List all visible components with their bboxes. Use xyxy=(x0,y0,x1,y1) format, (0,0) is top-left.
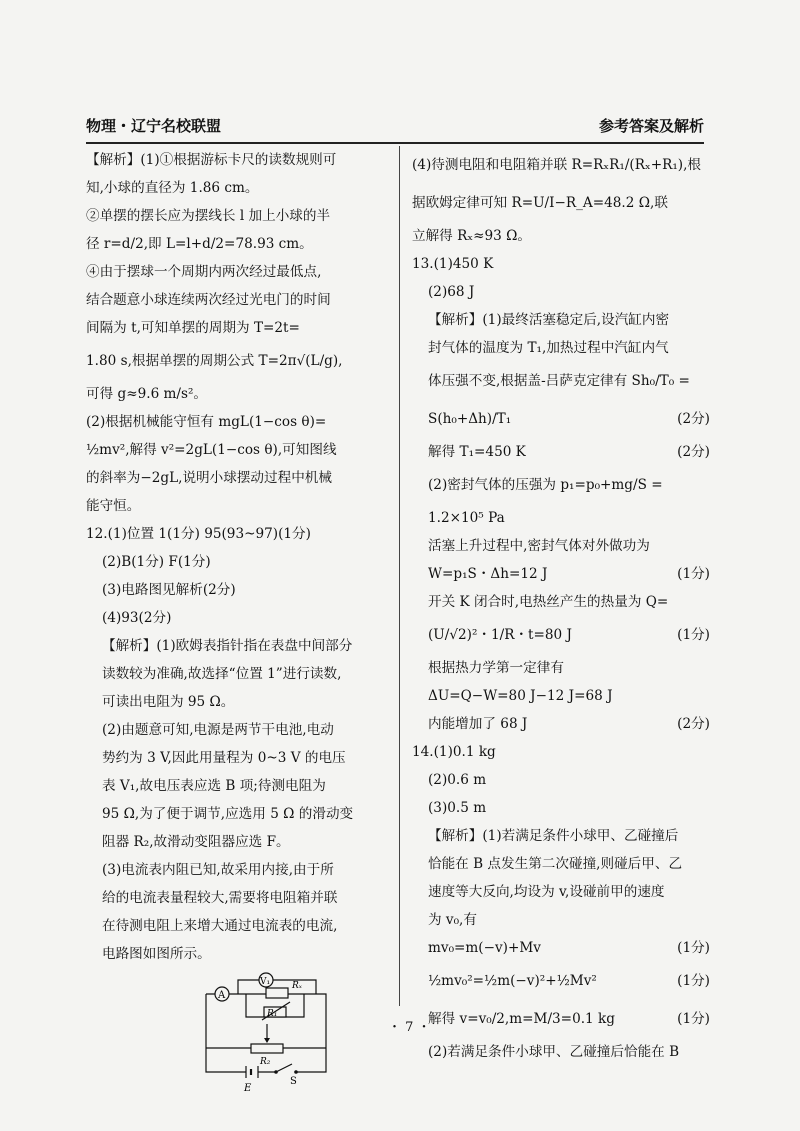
column-divider xyxy=(399,146,400,1006)
text-line: 封气体的温度为 T₁,加热过程中汽缸内气 xyxy=(428,340,669,356)
text-line: 【解析】(1)欧姆表指针指在表盘中间部分 xyxy=(102,638,353,654)
text-line xyxy=(412,616,710,654)
text-line: (2)密封气体的压强为 p₁=p₀+mg/S = xyxy=(428,477,663,493)
formula: 内能增加了 68 J xyxy=(428,716,528,732)
answer-line: (2)0.6 m xyxy=(428,772,487,788)
text-line: (4)待测电阻和电阻箱并联 R=RₓR₁/(Rₓ+R₁),根 xyxy=(412,157,701,173)
text-line: 1.2×10⁵ Pa xyxy=(428,510,505,526)
text-line xyxy=(412,1000,710,1038)
circuit-diagram xyxy=(196,972,336,1094)
text-line: 径 r=d/2,即 L=l+d/2=78.93 cm。 xyxy=(86,236,313,252)
text-line: 势约为 3 V,因此用量程为 0~3 V 的电压 xyxy=(102,750,346,766)
page-header xyxy=(86,112,704,144)
answer-line: (2)68 J xyxy=(428,284,475,300)
score: (1分) xyxy=(677,1011,710,1027)
text-line: 能守恒。 xyxy=(86,498,141,514)
score: (1分) xyxy=(677,940,710,956)
text-line: 表 V₁,故电压表应选 B 项;待测电阻为 xyxy=(102,778,326,794)
header-right: 参考答案及解析 xyxy=(598,117,704,135)
switch-label: S xyxy=(290,1076,297,1087)
text-line: ½mv²,解得 v²=2gL(1−cos θ),可知图线 xyxy=(86,442,337,458)
text-line: (3)电流表内阻已知,故采用内接,由于所 xyxy=(102,862,334,878)
text-line: 体压强不变,根据盖-吕萨克定律有 Sh₀/T₀ = xyxy=(428,373,690,389)
formula: 解得 v=v₀/2,m=M/3=0.1 kg xyxy=(428,1011,615,1027)
formula: W=p₁S・Δh=12 J xyxy=(428,566,548,582)
text-line xyxy=(412,560,710,588)
text-line xyxy=(412,400,710,438)
voltmeter-label: V₁ xyxy=(260,977,271,987)
battery-label: E xyxy=(244,1083,252,1094)
text-line: 开关 K 闭合时,电热丝产生的热量为 Q= xyxy=(428,594,669,610)
text-line: 速度等大反向,均设为 v,设碰前甲的速度 xyxy=(428,884,665,900)
left-column xyxy=(86,146,388,1094)
text-line: 95 Ω,为了便于调节,应选用 5 Ω 的滑动变 xyxy=(102,806,354,822)
text-line: 电路图如图所示。 xyxy=(102,946,211,962)
score: (2分) xyxy=(677,411,710,427)
text-line: (2)若满足条件小球甲、乙碰撞后恰能在 B xyxy=(428,1044,680,1060)
text-line: 阻器 R₂,故滑动变阻器应选 F。 xyxy=(102,834,290,850)
text-line: 1.80 s,根据单摆的周期公式 T=2π√(L/g), xyxy=(86,353,343,369)
formula: (U/√2)²・1/R・t=80 J xyxy=(428,627,572,643)
score: (2分) xyxy=(677,716,710,732)
text-line: ΔU=Q−W=80 J−12 J=68 J xyxy=(428,688,613,704)
text-line: 据欧姆定律可知 R=U/I−R_A=48.2 Ω,联 xyxy=(412,195,668,211)
score: (1分) xyxy=(677,566,710,582)
answer-line: (3)0.5 m xyxy=(428,800,487,816)
formula: ½mv₀²=½m(−v)²+½Mv² xyxy=(428,973,597,989)
formula: 解得 T₁=450 K xyxy=(428,444,526,460)
text-line: 立解得 Rₓ≈93 Ω。 xyxy=(412,228,531,244)
text-line: 的斜率为−2gL,说明小球摆动过程中机械 xyxy=(86,470,332,486)
header-left: 物理・辽宁名校联盟 xyxy=(86,117,222,135)
text-line: 知,小球的直径为 1.86 cm。 xyxy=(86,180,259,196)
r1-label: R₁ xyxy=(267,1009,278,1019)
rx-label: Rₓ xyxy=(292,981,302,991)
text-line: 给的电流表量程较大,需要将电阻箱并联 xyxy=(102,890,338,906)
text-line: (2)由题意可知,电源是两节干电池,电动 xyxy=(102,722,334,738)
text-line: 活塞上升过程中,密封气体对外做功为 xyxy=(428,538,650,554)
page-number: ・ 7 ・ xyxy=(388,1020,431,1035)
text-line: 可读出电阻为 95 Ω。 xyxy=(102,694,235,710)
answer-line: (2)B(1分) F(1分) xyxy=(102,554,211,570)
text-line: 恰能在 B 点发生第二次碰撞,则碰后甲、乙 xyxy=(428,856,683,872)
text-line: 【解析】(1)①根据游标卡尺的读数规则可 xyxy=(86,152,337,168)
text-line: (2)根据机械能守恒有 mgL(1−cos θ)= xyxy=(86,414,327,430)
text-line: 根据热力学第一定律有 xyxy=(428,660,564,676)
text-line: 读数较为准确,故选择“位置 1”进行读数, xyxy=(102,666,342,682)
text-line: 在待测电阻上来增大通过电流表的电流, xyxy=(102,918,338,934)
formula: S(h₀+Δh)/T₁ xyxy=(428,411,512,427)
text-line: ②单摆的摆长应为摆线长 l 加上小球的半 xyxy=(86,208,331,224)
right-column xyxy=(412,146,710,1066)
answer-line: 12.(1)位置 1(1分) 95(93~97)(1分) xyxy=(86,526,311,542)
text-line: ④由于摆球一个周期内两次经过最低点, xyxy=(86,264,322,280)
text-line: 【解析】(1)最终活塞稳定后,设汽缸内密 xyxy=(428,312,670,328)
text-line: 【解析】(1)若满足条件小球甲、乙碰撞后 xyxy=(428,828,679,844)
answer-line: (4)93(2分) xyxy=(102,610,172,626)
text-line xyxy=(412,438,710,466)
text-line: 结合题意小球连续两次经过光电门的时间 xyxy=(86,292,331,308)
text-line: 可得 g≈9.6 m/s²。 xyxy=(86,386,208,402)
answer-line: 14.(1)0.1 kg xyxy=(412,744,496,760)
r2-label: R₂ xyxy=(260,1057,271,1067)
text-line xyxy=(412,710,710,738)
text-line xyxy=(412,962,710,1000)
text-line: 间隔为 t,可知单摆的周期为 T=2t= xyxy=(86,320,300,336)
answer-line: (3)电路图见解析(2分) xyxy=(102,582,236,598)
answer-line: 13.(1)450 K xyxy=(412,256,494,272)
formula: mv₀=m(−v)+Mv xyxy=(428,940,541,956)
score: (1分) xyxy=(677,627,710,643)
score: (1分) xyxy=(677,973,710,989)
ammeter-label: A xyxy=(218,990,226,1001)
score: (2分) xyxy=(677,444,710,460)
text-line: 为 v₀,有 xyxy=(428,912,477,928)
text-line xyxy=(412,934,710,962)
